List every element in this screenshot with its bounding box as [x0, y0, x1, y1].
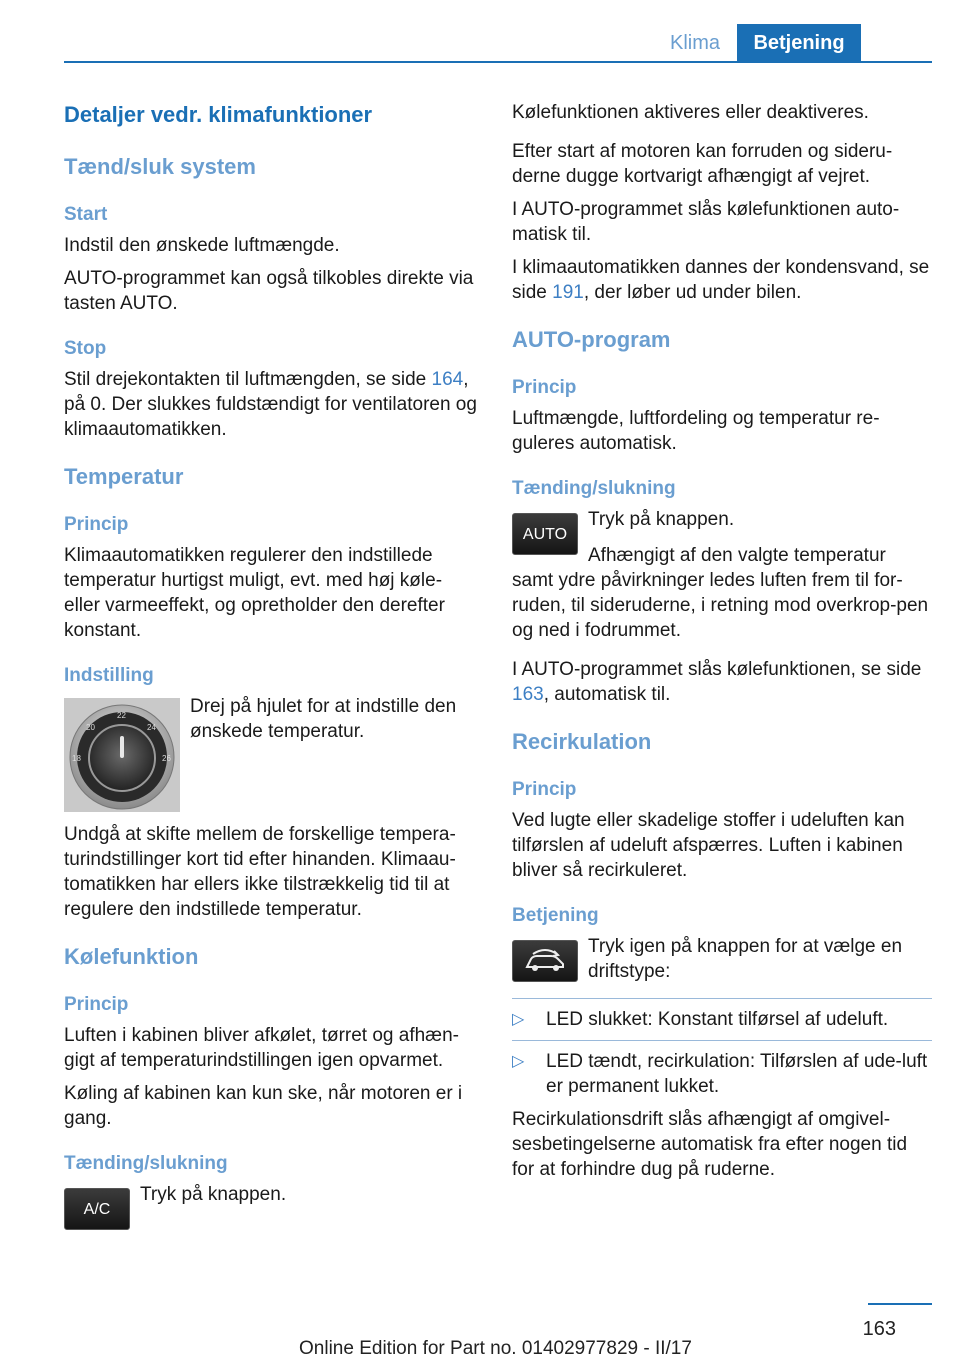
- paragraph: Recirkulationsdrift slås afhængigt af omgivel‐sesbetingelserne automatisk fra efter nogen tid for at forhindre dug på ruderne.: [512, 1109, 908, 1180]
- header-active-tab[interactable]: Betjening: [737, 24, 861, 62]
- subheading-stop: Stop: [64, 338, 107, 359]
- knob-label-20: 20: [86, 723, 95, 732]
- subheading-start: Start: [64, 204, 108, 225]
- subheading-taending: Tænding/slukning: [64, 1153, 228, 1174]
- ac-figure-row: [64, 1182, 480, 1226]
- paragraph: I AUTO-programmet slås kølefunktionen auto‐matisk til.: [512, 199, 900, 245]
- subheading-taending: Tænding/slukning: [512, 478, 676, 499]
- paragraph: Undgå at skifte mellem de forskellige tempera‐turindstillinger kort tid efter hinanden. Klimaau‐tomatikken har ellers ikke tilstrækkelig tid til at regulere den indstillede temperatur.: [64, 824, 456, 920]
- section-title-temperatur: Temperatur: [64, 464, 184, 489]
- paragraph: Afhængigt af den valgte temperatur samt ydre påvirkninger ledes luften frem til for‐ruden, til sideruderne, i retning mod overkrop‐pen og ned i fodrummet.: [512, 545, 929, 641]
- list-separator: [512, 998, 932, 999]
- knob-figure-row: [64, 694, 480, 822]
- paragraph-condensate: I klimaautomatikken dannes der kondensvand, se side 191, der løber ud under bilen.: [512, 257, 930, 303]
- section-title-koelefunktion: Kølefunktion: [64, 944, 199, 969]
- paragraph: Luftmængde, luftfordeling og temperatur re‐guleres automatisk.: [512, 408, 880, 454]
- subheading-princip: Princip: [512, 377, 577, 398]
- list-item: ▷ LED slukket: Konstant tilførsel af udeluft.: [512, 1009, 889, 1030]
- section-title-recirkulation: Recirkulation: [512, 729, 652, 754]
- page-link-164[interactable]: 164: [431, 369, 464, 390]
- paragraph: Indstil den ønskede luftmængde.: [64, 235, 340, 256]
- paragraph-indstilling: Drej på hjulet for at indstille den ønskede temperatur.: [190, 696, 457, 742]
- header-section-tab[interactable]: Klima: [669, 32, 720, 54]
- section-title-taend-sluk: Tænd/sluk system: [64, 154, 256, 179]
- paragraph: Tryk igen på knappen for at vælge en driftstype:: [588, 936, 903, 982]
- paragraph: Ved lugte eller skadelige stoffer i udeluften kan tilførslen af udeluft afspærres. Luften i kabinen bliver så recirkuleret.: [512, 810, 905, 881]
- knob-label-24: 24: [147, 723, 156, 732]
- ac-button-image: A/C: [64, 1188, 130, 1230]
- paragraph: AUTO-programmet kan også tilkobles direkte via tasten AUTO.: [64, 268, 474, 314]
- paragraph-stop: Stil drejekontakten til luftmængden, se side 164, på 0. Der slukkes fuldstændigt for ventilatoren og klimaautomatikken.: [64, 369, 477, 440]
- subheading-indstilling: Indstilling: [64, 665, 154, 686]
- paragraph: Klimaautomatikken regulerer den indstillede temperatur hurtigst muligt, evt. med høj køle- eller varmeeffekt, og opretholder den derefter konstant.: [64, 545, 445, 641]
- subheading-princip: Princip: [64, 994, 129, 1015]
- triangle-bullet-icon: ▷: [512, 1011, 525, 1028]
- right-column: [512, 100, 932, 1190]
- paragraph: Kølefunktionen aktiveres eller deaktiveres.: [512, 102, 869, 123]
- left-column: [64, 100, 480, 1226]
- knob-label-22: 22: [117, 711, 126, 720]
- page-link-163[interactable]: 163: [512, 684, 544, 705]
- recirculation-car-icon: [521, 948, 569, 974]
- subheading-betjening: Betjening: [512, 905, 599, 926]
- paragraph: Køling af kabinen kan kun ske, når motoren er i gang.: [64, 1083, 463, 1129]
- knob-label-18: 18: [72, 754, 81, 763]
- footer-rule: [868, 1303, 932, 1305]
- recirculation-button-image: [512, 940, 578, 982]
- operating-mode-list: [512, 998, 932, 1099]
- temperature-knob-image: [64, 698, 180, 812]
- list-item: ▷ LED tændt, recirkulation: Tilførslen af ude‐luft er permanent lukket.: [512, 1051, 928, 1097]
- section-title-auto-program: AUTO-program: [512, 327, 671, 352]
- page-number: 163: [862, 1318, 896, 1340]
- subheading-princip: Princip: [512, 779, 577, 800]
- knob-label-26: 26: [162, 754, 171, 763]
- recirc-figure-row: [512, 934, 932, 984]
- list-separator: [512, 1040, 932, 1041]
- page-link-191[interactable]: 191: [552, 282, 584, 303]
- paragraph: Tryk på knappen.: [140, 1184, 287, 1205]
- paragraph: Luften i kabinen bliver afkølet, tørret og afhæn‐gigt af temperaturindstillingen igen opvarmet.: [64, 1025, 459, 1071]
- triangle-bullet-icon: ▷: [512, 1053, 525, 1070]
- subheading-princip: Princip: [64, 514, 129, 535]
- chapter-title: Detaljer vedr. klimafunktioner: [64, 102, 373, 127]
- paragraph-auto-cooling: I AUTO-programmet slås kølefunktionen, se side 163, automatisk til.: [512, 659, 922, 705]
- auto-figure-row: [512, 507, 932, 557]
- paragraph: Tryk på knappen.: [588, 509, 735, 530]
- footer-edition: Online Edition for Part no. 01402977829 - II/17: [299, 1338, 692, 1359]
- paragraph: Efter start af motoren kan forruden og sideru‐derne dugge kortvarigt afhængigt af vejret.: [512, 141, 893, 187]
- auto-button-image: AUTO: [512, 513, 578, 555]
